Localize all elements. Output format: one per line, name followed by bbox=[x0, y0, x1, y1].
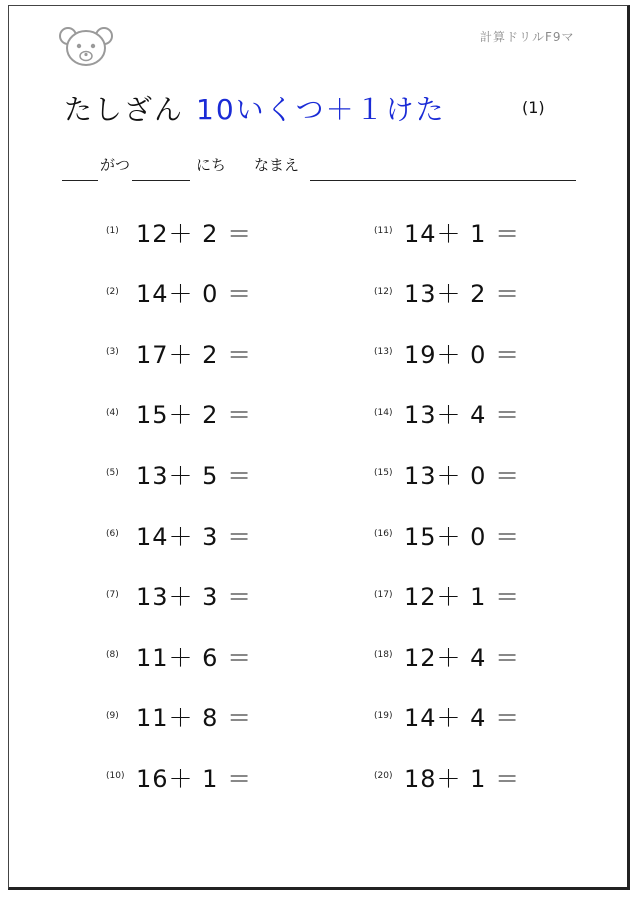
problem-item bbox=[106, 216, 252, 246]
problem-expression: 18＋ 1 ＝ bbox=[404, 764, 521, 793]
problem-number: (20) bbox=[374, 771, 393, 782]
problem-expression: 13＋ 3 ＝ bbox=[136, 583, 253, 612]
day-label: にち bbox=[196, 156, 227, 174]
problem-number: (13) bbox=[374, 347, 393, 358]
problem-expression: 13＋ 4 ＝ bbox=[404, 401, 521, 430]
problem-number: (12) bbox=[374, 286, 393, 297]
month-blank-line bbox=[62, 180, 98, 181]
problem-number: (11) bbox=[374, 226, 393, 236]
problem-number: (2) bbox=[106, 286, 119, 297]
problem-number: (16) bbox=[374, 529, 393, 539]
problem-expression: 16＋ 1 ＝ bbox=[136, 764, 253, 793]
problem-expression: 13＋ 0 ＝ bbox=[404, 461, 521, 490]
problem-number: (8) bbox=[106, 650, 119, 661]
problem-item bbox=[374, 216, 520, 246]
problem-number: (7) bbox=[106, 589, 119, 600]
problem-number: (10) bbox=[106, 771, 125, 782]
problem-expression: 13＋ 2 ＝ bbox=[404, 280, 521, 309]
problem-expression: 15＋ 2 ＝ bbox=[136, 401, 253, 430]
problem-expression: 12＋ 4 ＝ bbox=[404, 643, 521, 672]
problem-number: (14) bbox=[374, 407, 393, 418]
page-title bbox=[64, 88, 446, 128]
problem-expression: 13＋ 5 ＝ bbox=[136, 461, 253, 490]
problem-item bbox=[106, 337, 252, 367]
problem-item bbox=[374, 701, 520, 731]
title-main: たしざん bbox=[64, 93, 185, 126]
bear-logo-icon bbox=[58, 24, 114, 68]
month-label: がつ bbox=[100, 156, 131, 174]
sheet-number: (1) bbox=[522, 98, 545, 117]
problem-item bbox=[374, 277, 520, 307]
problem-number: (1) bbox=[106, 226, 119, 236]
problem-number: (19) bbox=[374, 710, 393, 721]
problem-item bbox=[374, 640, 520, 670]
problem-number: (3) bbox=[106, 347, 119, 358]
problem-item bbox=[374, 458, 520, 488]
day-blank-line bbox=[132, 180, 190, 181]
problem-item bbox=[106, 701, 252, 731]
problem-number: (9) bbox=[106, 710, 119, 721]
problem-expression: 14＋ 3 ＝ bbox=[136, 522, 253, 551]
problem-expression: 15＋ 0 ＝ bbox=[404, 522, 521, 551]
problem-expression: 14＋ 1 ＝ bbox=[404, 219, 521, 248]
title-sub: 10いくつ＋１けた bbox=[196, 93, 446, 126]
brand-label: 計算ドリルF9マ bbox=[480, 30, 575, 44]
problem-expression: 11＋ 6 ＝ bbox=[136, 643, 253, 672]
problem-item bbox=[374, 580, 520, 610]
name-blank-line bbox=[310, 180, 576, 181]
problem-number: (6) bbox=[106, 529, 119, 539]
problem-item bbox=[374, 337, 520, 367]
problem-item bbox=[106, 640, 252, 670]
problem-expression: 14＋ 4 ＝ bbox=[404, 704, 521, 733]
problem-item bbox=[106, 761, 252, 791]
problem-expression: 11＋ 8 ＝ bbox=[136, 704, 253, 733]
problem-expression: 17＋ 2 ＝ bbox=[136, 340, 253, 369]
problem-item bbox=[374, 761, 520, 791]
problem-number: (17) bbox=[374, 589, 393, 600]
problem-item bbox=[374, 398, 520, 428]
problem-item bbox=[106, 580, 252, 610]
problem-expression: 19＋ 0 ＝ bbox=[404, 340, 521, 369]
problem-item bbox=[106, 519, 252, 549]
problem-number: (18) bbox=[374, 650, 393, 661]
problem-number: (4) bbox=[106, 407, 119, 418]
problem-expression: 12＋ 1 ＝ bbox=[404, 583, 521, 612]
problem-expression: 14＋ 0 ＝ bbox=[136, 280, 253, 309]
problem-item bbox=[106, 398, 252, 428]
name-label: なまえ bbox=[254, 156, 300, 174]
problem-item bbox=[106, 277, 252, 307]
problem-item bbox=[106, 458, 252, 488]
problem-number: (5) bbox=[106, 468, 119, 479]
problem-expression: 12＋ 2 ＝ bbox=[136, 219, 253, 248]
problem-item bbox=[374, 519, 520, 549]
problem-number: (15) bbox=[374, 468, 393, 479]
worksheet-page bbox=[8, 5, 630, 890]
